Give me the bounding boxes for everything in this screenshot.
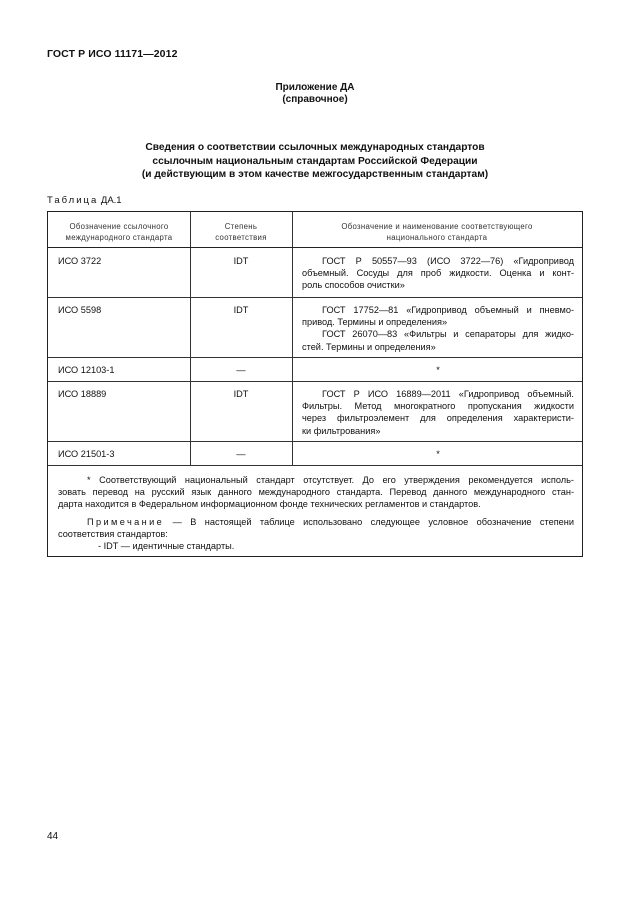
page-number: 44: [47, 831, 59, 842]
header-line: национального стандарта: [386, 232, 488, 242]
header-national-standard: [292, 222, 582, 243]
header-line: Обозначение ссылочного: [69, 222, 169, 231]
header-line: Обозначение и наименование соответствующего: [341, 222, 533, 231]
cell-degree: IDT: [233, 256, 249, 266]
text-line: дарта находится в Федеральном информационном фонде технических регламентов и стандартов.: [58, 499, 481, 510]
text-line: [58, 516, 574, 528]
row-separator: [48, 441, 582, 442]
header-reference-standard: [48, 222, 190, 243]
text-line: ГОСТ 26070—83 «Фильтры и сепараторы для жидко-: [322, 329, 574, 340]
text-line: через фильтроэлемент для определения характеристи-: [302, 413, 574, 424]
section-title: [0, 141, 630, 182]
note-text: — В настоящей таблице использовано следующее условное обозначение степени: [164, 517, 574, 527]
row-separator: [48, 465, 582, 466]
text-line: роль способов очистки»: [302, 280, 405, 291]
row-separator: [48, 357, 582, 358]
text-line: * Соответствующий национальный стандарт отсутствует. До его утверждения рекомендуется исполь-: [87, 475, 574, 485]
row-separator: [48, 297, 582, 298]
table-footnote: [58, 474, 574, 511]
table-caption-number: ДА.1: [98, 195, 122, 206]
annex-title: Приложение ДА: [275, 82, 355, 93]
cell-national: [302, 388, 574, 437]
section-title-line: ссылочным национальным стандартам Российской Федерации: [152, 155, 478, 167]
table-caption-word: Таблица: [47, 195, 99, 206]
header-separator: [48, 247, 582, 248]
table-caption: [47, 195, 122, 206]
header-degree: [190, 222, 292, 243]
cell-degree: —: [236, 449, 246, 459]
cell-national: [302, 255, 574, 292]
cell-degree: IDT: [233, 305, 249, 315]
cell-reference: ИСО 5598: [58, 305, 102, 315]
text-line: объемный. Сосуды для проб жидкости. Оценка и конт-: [302, 268, 574, 279]
text-line: ки фильтрования»: [302, 425, 381, 436]
table-note: [58, 516, 574, 553]
row-separator: [48, 381, 582, 382]
cell-reference: ИСО 18889: [58, 389, 107, 399]
text-line: зовать перевод на русский язык данного международного стандарта. Перевод данного международного стан-: [58, 487, 574, 498]
column-divider: [292, 212, 293, 465]
note-word: Примечание: [87, 517, 165, 527]
cell-national: *: [436, 449, 440, 459]
cell-degree: IDT: [233, 389, 249, 399]
column-divider: [190, 212, 191, 465]
header-line: соответствия: [215, 232, 267, 242]
text-line: Фильтры. Метод многократного пропускания жидкости: [302, 401, 574, 412]
document-code: ГОСТ Р ИСО 11171—2012: [47, 48, 178, 60]
header-line: международного стандарта: [65, 232, 173, 242]
text-line: ГОСТ Р 50557—93 (ИСО 3722—76) «Гидропривод: [322, 256, 574, 266]
cell-reference: ИСО 12103-1: [58, 365, 115, 375]
text-line: - IDT — идентичные стандарты.: [98, 541, 235, 552]
text-line: привод. Термины и определения»: [302, 317, 448, 328]
annex-subtitle: (справочное): [282, 94, 348, 105]
correspondence-table: [47, 211, 583, 557]
text-line: соответствия стандартов:: [58, 529, 168, 540]
text-line: стей. Термины и определения»: [302, 341, 436, 352]
section-title-line: Сведения о соответствии ссылочных международных стандартов: [145, 142, 485, 153]
section-title-line: (и действующим в этом качестве межгосударственным стандартам): [141, 169, 489, 180]
text-line: ГОСТ 17752—81 «Гидропривод объемный и пневмо-: [322, 305, 574, 315]
cell-reference: ИСО 21501-3: [58, 449, 115, 459]
cell-degree: —: [236, 365, 246, 375]
cell-reference: ИСО 3722: [58, 256, 102, 266]
cell-national: *: [436, 365, 440, 375]
cell-national: [302, 304, 574, 353]
header-line: Степень: [224, 222, 258, 231]
text-line: ГОСТ Р ИСО 16889—2011 «Гидропривод объемный.: [322, 389, 574, 399]
